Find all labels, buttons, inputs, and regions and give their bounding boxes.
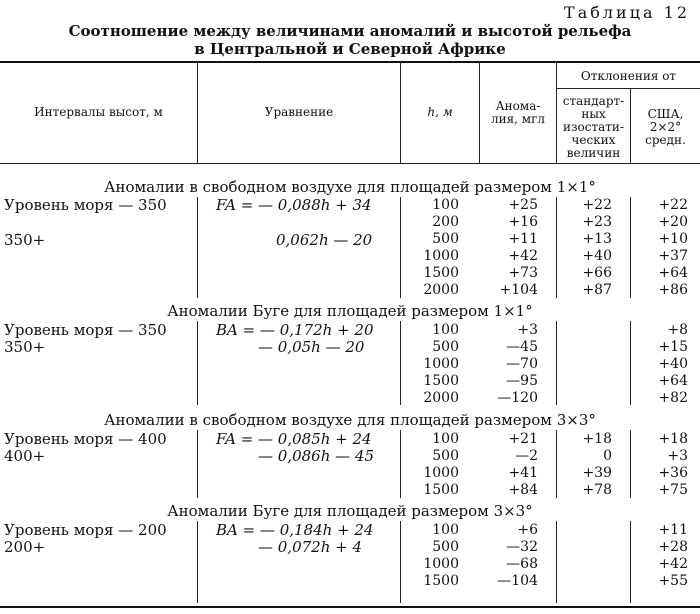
anomaly-cell: —120 — [497, 390, 538, 406]
body-divider — [197, 521, 198, 603]
anomaly-cell: —70 — [506, 356, 538, 372]
anomaly-cell: —104 — [497, 573, 538, 589]
header-standard-4: ческих — [571, 133, 616, 147]
standard-cell: +40 — [582, 248, 612, 264]
h-cell: 100 — [432, 431, 459, 447]
standard-cell: +78 — [582, 482, 612, 498]
usa-cell: +20 — [658, 214, 688, 230]
anomaly-cell: +11 — [508, 231, 538, 247]
equation-cell: — 0,086h — 45 — [258, 447, 374, 465]
section-title-free-air-1x1: Аномалии в свободном воздухе для площадей размером 1×1° — [104, 178, 596, 196]
header-deviations: Отклонения от — [580, 69, 677, 83]
header-usa-3: средн. — [645, 133, 686, 147]
header-standard-1: стандарт- — [562, 94, 625, 108]
h-cell: 100 — [432, 322, 459, 338]
body-divider — [400, 197, 401, 298]
body-divider — [400, 430, 401, 498]
usa-cell: +8 — [667, 322, 688, 338]
interval-cell: 400+ — [4, 447, 46, 465]
header-h: h, м — [427, 105, 453, 119]
usa-cell: +82 — [658, 390, 688, 406]
anomaly-cell: —32 — [506, 539, 538, 555]
usa-cell: +15 — [658, 339, 688, 355]
h-cell: 500 — [432, 339, 459, 355]
interval-cell: 200+ — [4, 538, 46, 556]
usa-cell: +64 — [658, 373, 688, 389]
h-cell: 1000 — [423, 248, 459, 264]
anomaly-cell: +3 — [517, 322, 538, 338]
h-cell: 1500 — [423, 265, 459, 281]
h-cell: 100 — [432, 197, 459, 213]
equation-cell: — 0,072h + 4 — [258, 538, 363, 556]
anomaly-cell: +104 — [499, 282, 538, 298]
body-divider — [630, 521, 631, 603]
h-cell: 2000 — [423, 390, 459, 406]
usa-cell: +28 — [658, 539, 688, 555]
h-cell: 500 — [432, 448, 459, 464]
h-cell: 500 — [432, 539, 459, 555]
standard-cell: +23 — [582, 214, 612, 230]
anomaly-cell: +73 — [508, 265, 538, 281]
body-divider — [197, 321, 198, 405]
h-cell: 1000 — [423, 465, 459, 481]
body-divider — [556, 521, 557, 603]
standard-cell: +87 — [582, 282, 612, 298]
body-divider — [197, 430, 198, 498]
standard-cell: +39 — [582, 465, 612, 481]
table-title-line-1: Соотношение между величинами аномалий и высотой рельефа — [68, 22, 632, 40]
anomaly-cell: +84 — [508, 482, 538, 498]
header-usa-2: 2×2° — [649, 120, 682, 134]
body-divider — [630, 197, 631, 298]
interval-cell: 350+ — [4, 231, 46, 249]
usa-cell: +75 — [658, 482, 688, 498]
usa-cell: +36 — [658, 465, 688, 481]
equation-cell: FA = — 0,085h + 24 — [216, 430, 372, 448]
usa-cell: +86 — [658, 282, 688, 298]
interval-cell: Уровень моря — 400 — [4, 430, 167, 448]
anomaly-cell: —68 — [506, 556, 538, 572]
bottom-rule — [0, 606, 700, 608]
anomaly-cell: —2 — [515, 448, 538, 464]
header-standard-5: величин — [566, 146, 621, 160]
header-anomaly-1: Анома- — [495, 99, 541, 113]
body-divider — [556, 197, 557, 298]
equation-cell: — 0,05h — 20 — [258, 338, 365, 356]
anomaly-cell: —95 — [506, 373, 538, 389]
h-cell: 1500 — [423, 573, 459, 589]
anomaly-cell: +6 — [517, 522, 538, 538]
h-cell: 1500 — [423, 373, 459, 389]
header-equation: Уравнение — [264, 105, 334, 119]
deviations-rule — [556, 88, 700, 89]
top-rule — [0, 61, 700, 63]
usa-cell: +11 — [658, 522, 688, 538]
anomaly-cell: +16 — [508, 214, 538, 230]
h-cell: 1000 — [423, 556, 459, 572]
usa-cell: +22 — [658, 197, 688, 213]
table-title-line-2: в Центральной и Северной Африке — [194, 40, 506, 58]
anomaly-cell: —45 — [506, 339, 538, 355]
header-intervals: Интервалы высот, м — [34, 105, 163, 119]
h-cell: 200 — [432, 214, 459, 230]
body-divider — [556, 321, 557, 405]
body-divider — [630, 321, 631, 405]
h-cell: 1500 — [423, 482, 459, 498]
equation-cell: FA = — 0,088h + 34 — [216, 196, 372, 214]
header-anomaly-2: лия, мгл — [490, 112, 546, 126]
header-standard-2: ных — [581, 107, 606, 121]
standard-cell: 0 — [603, 448, 612, 464]
standard-cell: +22 — [582, 197, 612, 213]
standard-cell: +66 — [582, 265, 612, 281]
body-divider — [400, 321, 401, 405]
interval-cell: Уровень моря — 350 — [4, 321, 167, 339]
body-divider — [400, 521, 401, 603]
equation-cell: 0,062h — 20 — [276, 231, 373, 249]
equation-cell: BA = — 0,172h + 20 — [216, 321, 374, 339]
header-usa-1: США, — [647, 107, 684, 121]
body-divider — [556, 430, 557, 498]
usa-cell: +3 — [667, 448, 688, 464]
h-cell: 500 — [432, 231, 459, 247]
standard-cell: +18 — [582, 431, 612, 447]
usa-cell: +64 — [658, 265, 688, 281]
header-bottom-rule — [0, 163, 700, 164]
section-title-free-air-3x3: Аномалии в свободном воздухе для площадей размером 3×3° — [104, 411, 596, 429]
anomaly-cell: +25 — [508, 197, 538, 213]
interval-cell: Уровень моря — 200 — [4, 521, 167, 539]
anomaly-cell: +42 — [508, 248, 538, 264]
equation-cell: BA = — 0,184h + 24 — [216, 521, 374, 539]
usa-cell: +18 — [658, 431, 688, 447]
header-standard-3: изостати- — [563, 120, 624, 134]
body-divider — [630, 430, 631, 498]
usa-cell: +42 — [658, 556, 688, 572]
h-cell: 2000 — [423, 282, 459, 298]
interval-cell: Уровень моря — 350 — [4, 196, 167, 214]
section-title-bouguer-1x1: Аномалии Буге для площадей размером 1×1° — [167, 302, 533, 320]
usa-cell: +40 — [658, 356, 688, 372]
body-divider — [197, 197, 198, 298]
usa-cell: +55 — [658, 573, 688, 589]
anomaly-cell: +41 — [508, 465, 538, 481]
usa-cell: +37 — [658, 248, 688, 264]
usa-cell: +10 — [658, 231, 688, 247]
table-number: Таблица 12 — [564, 3, 690, 22]
h-cell: 100 — [432, 522, 459, 538]
standard-cell: +13 — [582, 231, 612, 247]
anomaly-cell: +21 — [508, 431, 538, 447]
interval-cell: 350+ — [4, 338, 46, 356]
section-title-bouguer-3x3: Аномалии Буге для площадей размером 3×3° — [167, 502, 533, 520]
h-cell: 1000 — [423, 356, 459, 372]
